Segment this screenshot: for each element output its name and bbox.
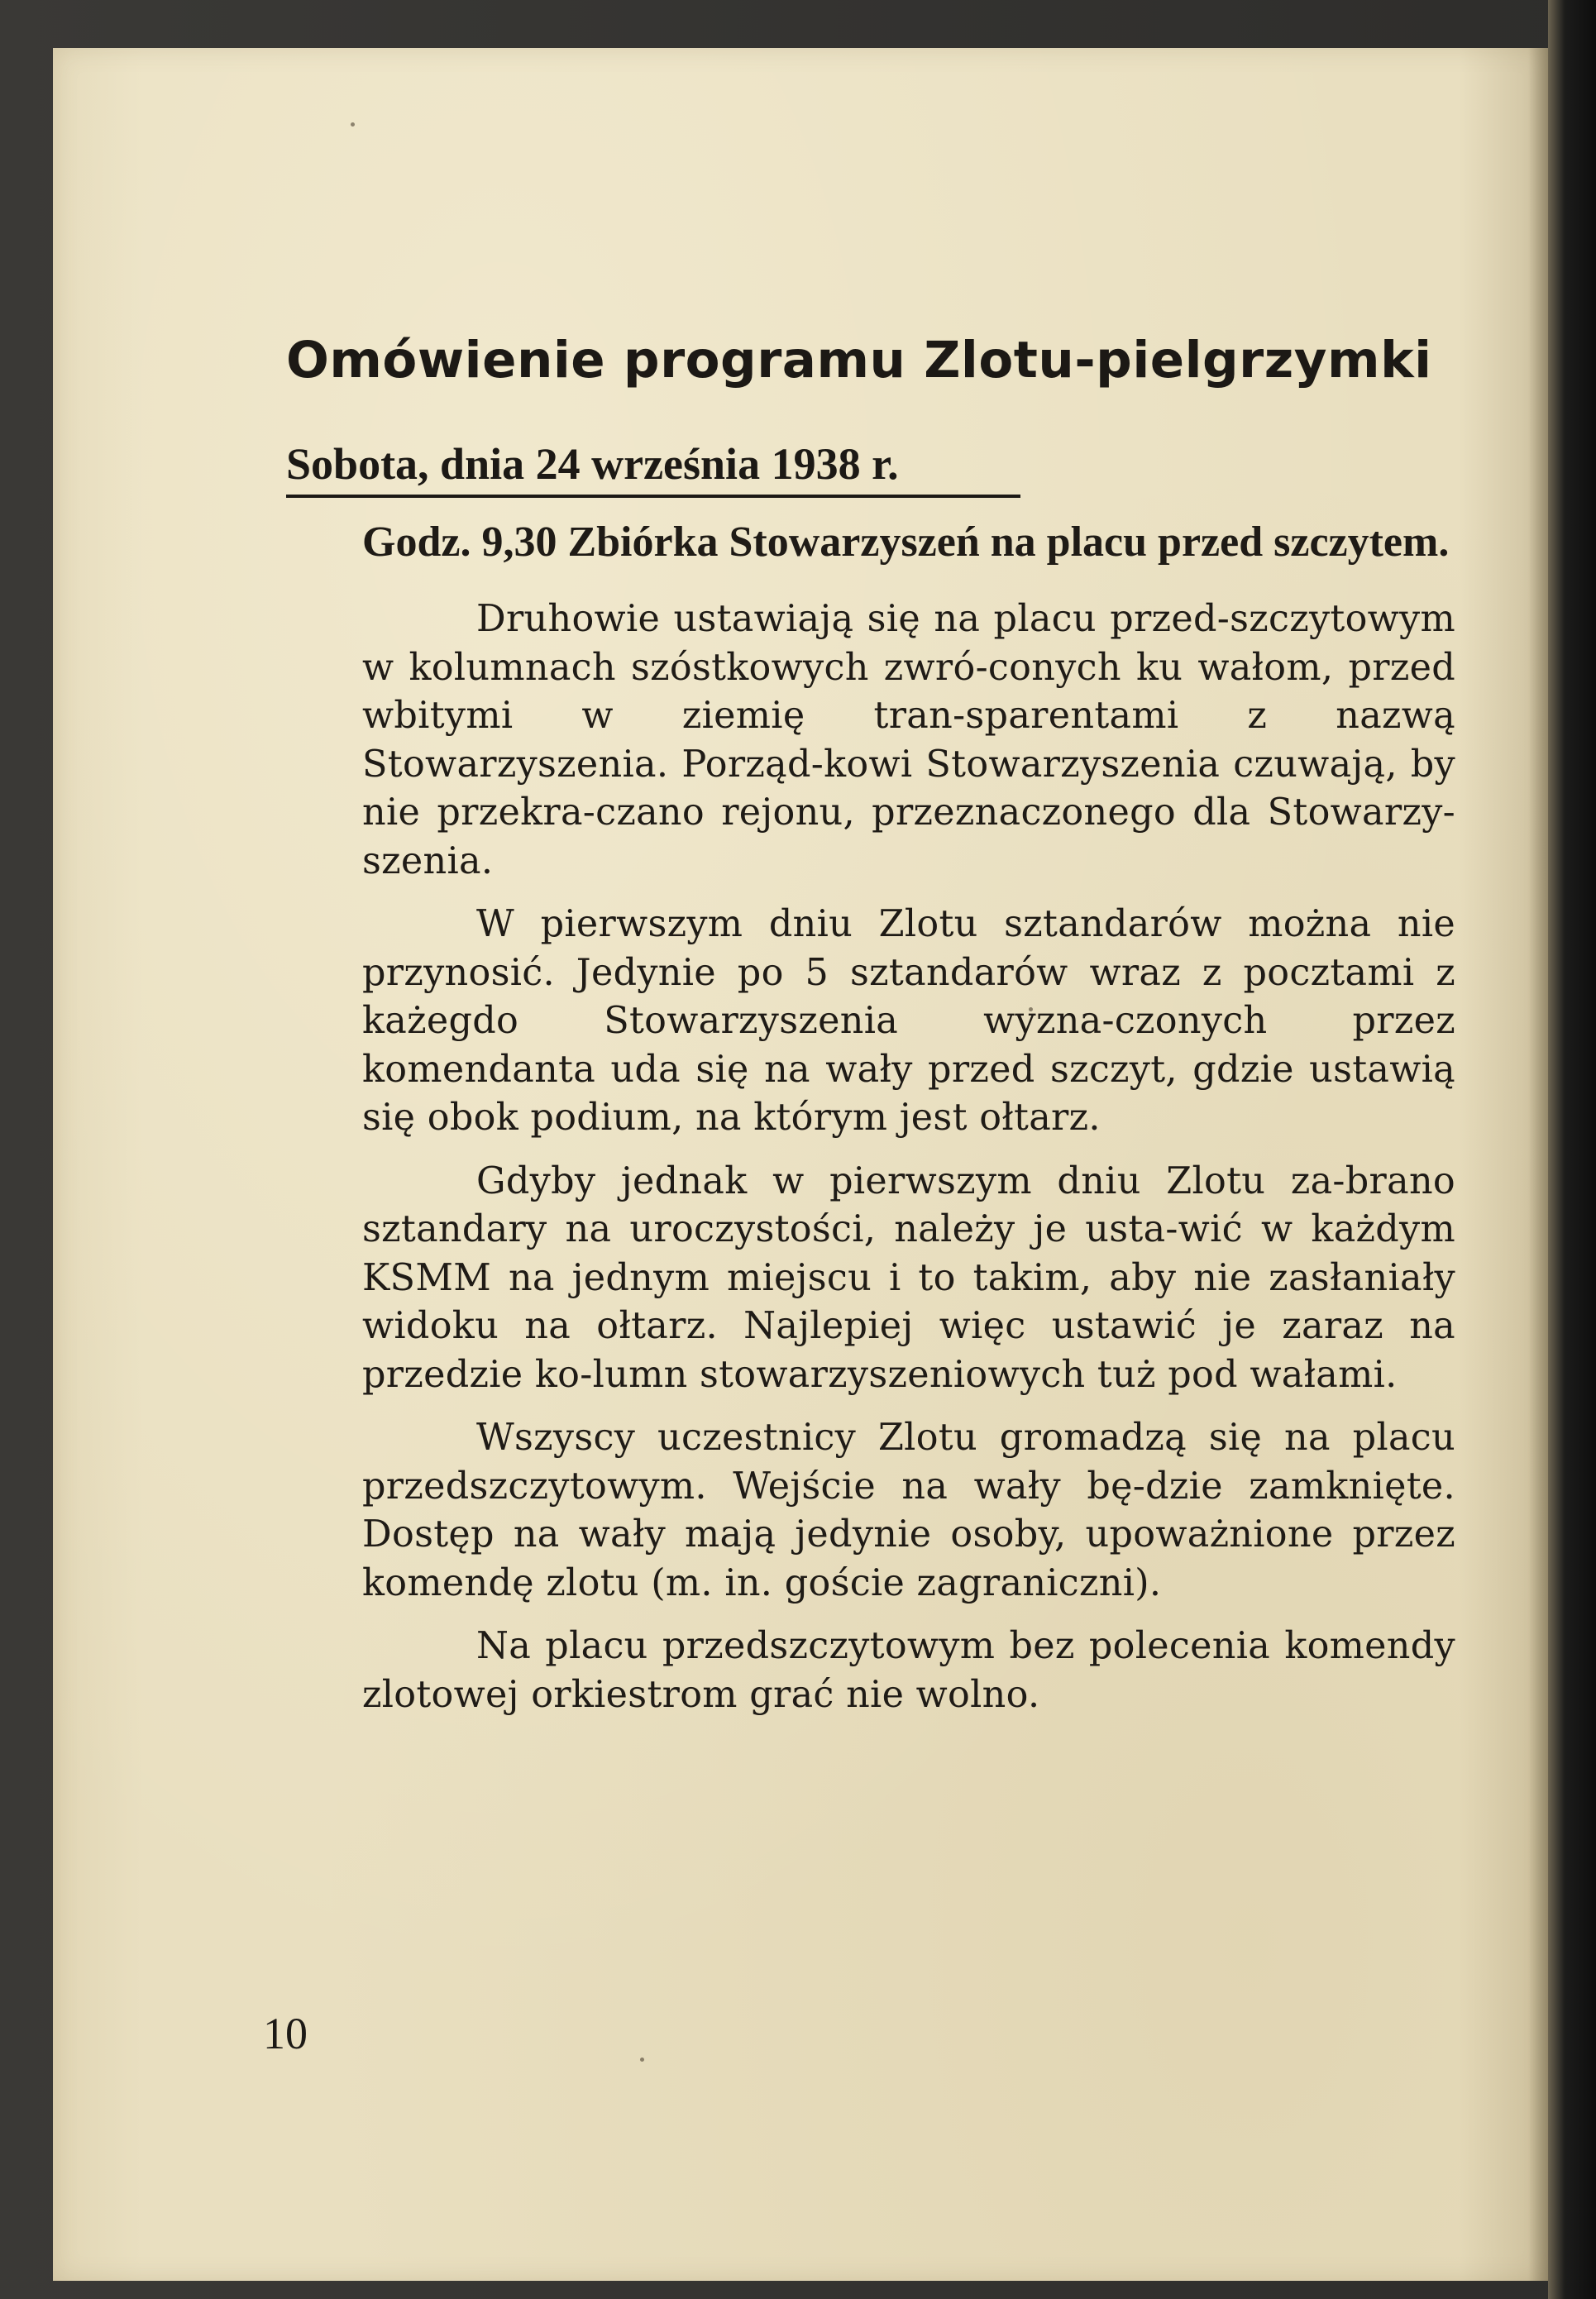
paragraph-2: W pierwszym dniu Zlotu sztandarów można nie przynosić. Jedynie po 5 sztandarów wraz z pocztami z każegdo Stowarzyszenia wyzna-czonych przez komendanta uda się na wały przed szczyt, gdzie ustawią się obok podium, na którym jest ołtarz. [362,903,1455,1139]
page-number: 10 [263,2009,308,2058]
date-subheading: Sobota, dnia 24 września 1938 r. [286,438,1020,498]
paragraph-1: Druhowie ustawiają się na placu przed-szczytowym w kolumnach szóstkowych zwró-conych ku wałom, przed wbitymi w ziemię tran-sparentami z nazwą Stowarzyszenia. Porząd-kowi Stowarzyszenia czuwają, by nie przekra-czano rejonu, przeznaczonego dla Stowarzy-szenia. [362,598,1455,882]
paper-speck [640,2058,644,2062]
paragraph-3: Gdyby jednak w pierwszym dniu Zlotu za-brano sztandary na uroczystości, należy je usta-wić w każdym KSMM na jednym miejscu i to takim, aby nie zasłaniały widoku na ołtarz. Najlepiej więc ustawić je zaraz na przedzie ko-lumn stowarzyszeniowych tuż pod wałami. [362,1159,1455,1396]
page-fold-shadow [1528,48,1548,2281]
section-heading: Omówienie programu Zlotu-pielgrzymki [286,331,1432,390]
paper-speck [351,122,355,127]
schedule-item: Godz. 9,30 Zbiórka Stowarzyszeń na placu przed szczytem. [362,519,1450,566]
scan-edge-strip [1548,0,1596,2299]
paragraph-5: Na placu przedszczytowym bez polecenia komendy zlotowej orkiestrom grać nie wolno. [362,1625,1455,1716]
program-text [362,518,1455,1734]
paragraph-4: Wszyscy uczestnicy Zlotu gromadzą się na placu przedszczytowym. Wejście na wały bę-dzie zamknięte. Dostęp na wały mają jedynie osoby, upoważnione przez komendę zlotu (m. in. goście zagraniczni). [362,1417,1455,1604]
